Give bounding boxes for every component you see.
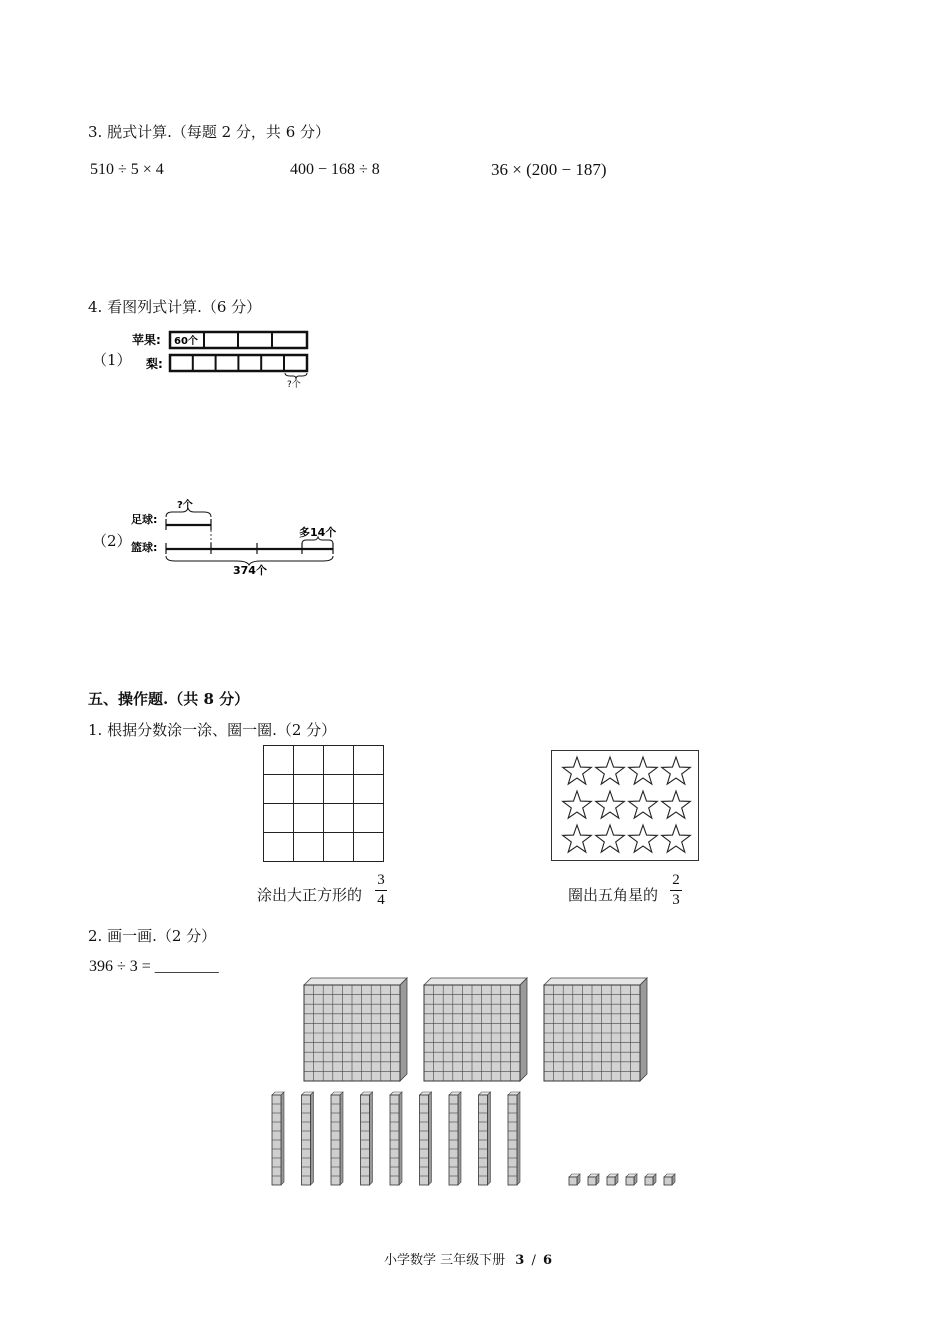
apple-pear-diagram (125, 328, 325, 390)
star-icon[interactable] (629, 825, 658, 852)
expression-1: 510 ÷ 5 × 4 (90, 161, 164, 178)
question-brace (285, 373, 307, 379)
basketball-label: 篮球: (131, 541, 158, 554)
ten-rod (302, 1092, 314, 1185)
ten-rod (331, 1092, 343, 1185)
star-icon[interactable] (662, 825, 691, 852)
grid-cell[interactable] (354, 804, 384, 833)
ten-rod (272, 1092, 284, 1185)
star-icon[interactable] (629, 757, 658, 784)
hundred-block (304, 978, 407, 1081)
fraction-denominator: 4 (377, 892, 385, 908)
part1-label: （1） (92, 351, 132, 369)
expression-3: 36 × (200 − 187) (491, 160, 607, 179)
star-icon[interactable] (629, 791, 658, 818)
grid-cell[interactable] (324, 804, 354, 833)
fraction-two-thirds (670, 872, 682, 909)
unit-cube (664, 1174, 675, 1185)
star-icon[interactable] (596, 825, 625, 852)
ten-rod (449, 1092, 461, 1185)
star-icon[interactable] (596, 791, 625, 818)
base-ten-blocks (260, 975, 700, 1195)
grid-cell[interactable] (264, 775, 294, 804)
footer (384, 1249, 552, 1268)
grid-cell[interactable] (294, 775, 324, 804)
grid-cell[interactable] (354, 833, 384, 862)
grid-cell[interactable] (264, 833, 294, 862)
star-box (551, 750, 699, 861)
unit-cube (626, 1174, 637, 1185)
football-brace (166, 508, 211, 517)
expression-2: 400 − 168 ÷ 8 (290, 161, 380, 178)
pear-bar (170, 355, 307, 371)
pear-label: 梨: (146, 357, 163, 371)
question-label: ?个 (287, 380, 301, 390)
left-caption: 涂出大正方形的 (257, 886, 363, 904)
star-icon[interactable] (662, 757, 691, 784)
section5-heading: 五、操作题.（共 8 分） (88, 690, 250, 708)
apple-value: 60个 (174, 336, 198, 347)
footer-total: 6 (543, 1253, 553, 1268)
ten-rod (508, 1092, 520, 1185)
footer-sep: / (531, 1253, 536, 1268)
fraction-three-quarters (375, 872, 387, 909)
fraction-denominator: 3 (672, 892, 680, 908)
section4-heading: 4. 看图列式计算.（6 分） (88, 298, 262, 316)
ten-rod (420, 1092, 432, 1185)
footer-page: 3 (515, 1253, 525, 1268)
star-icon[interactable] (563, 757, 592, 784)
unit-cube (588, 1174, 599, 1185)
grid-cell[interactable] (264, 746, 294, 775)
ten-rod (361, 1092, 373, 1185)
unit-cube (645, 1174, 656, 1185)
ten-rod (479, 1092, 491, 1185)
unit-cube (569, 1174, 580, 1185)
footer-subject: 小学数学 三年级下册 (384, 1253, 506, 1268)
grid-cell[interactable] (324, 746, 354, 775)
grid-cell[interactable] (354, 746, 384, 775)
grid-cell[interactable] (294, 833, 324, 862)
grid-cell[interactable] (354, 775, 384, 804)
square-grid[interactable] (263, 745, 384, 862)
grid-cell[interactable] (294, 746, 324, 775)
fraction-numerator: 3 (377, 872, 385, 888)
q1-heading: 1. 根据分数涂一涂、圈一圈.（2 分） (88, 721, 337, 739)
ten-rod (390, 1092, 402, 1185)
football-label: 足球: (131, 513, 158, 526)
star-icon[interactable] (662, 791, 691, 818)
fraction-numerator: 2 (672, 872, 680, 888)
grid-cell[interactable] (264, 804, 294, 833)
hundred-block (424, 978, 527, 1081)
star-icon[interactable] (563, 825, 592, 852)
stars (552, 751, 698, 860)
ball-diagram (125, 495, 345, 577)
football-question: ?个 (177, 500, 193, 511)
q2-heading: 2. 画一画.（2 分） (88, 927, 217, 945)
part2-label: （2） (92, 532, 132, 550)
q2-equation: 396 ÷ 3 = ________ (89, 958, 219, 975)
apple-label: 苹果: (132, 333, 161, 347)
star-icon[interactable] (596, 757, 625, 784)
grid-cell[interactable] (324, 775, 354, 804)
more-label: 多14个 (299, 526, 337, 539)
right-caption: 圈出五角星的 (568, 886, 659, 904)
hundred-block (544, 978, 647, 1081)
star-icon[interactable] (563, 791, 592, 818)
grid-cell[interactable] (294, 804, 324, 833)
grid-cell[interactable] (324, 833, 354, 862)
section3-heading: 3. 脱式计算.（每题 2 分，共 6 分） (88, 123, 331, 141)
unit-cube (607, 1174, 618, 1185)
total-label: 374个 (233, 564, 267, 577)
